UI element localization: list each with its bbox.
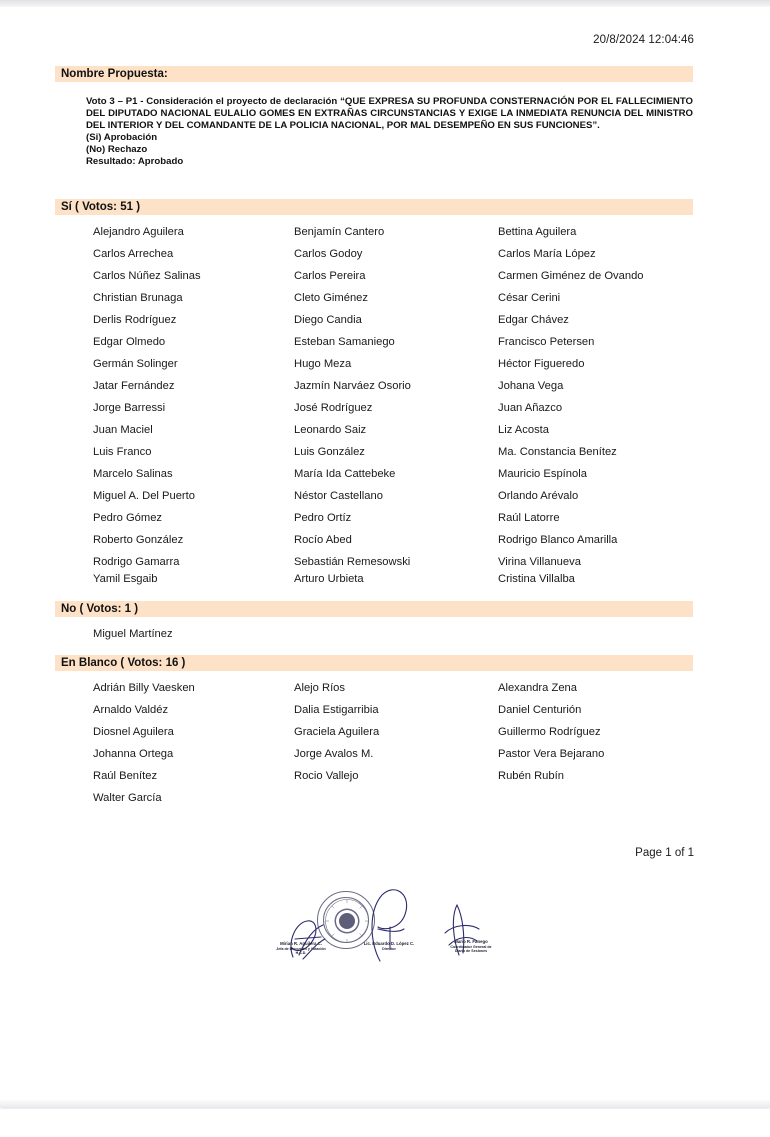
signature-role-1: Jefa de Discusión y Votación: [276, 946, 326, 951]
voter-name: Bettina Aguilera: [498, 226, 577, 238]
voter-name: Alejo Ríos: [294, 682, 345, 694]
voter-name: Edgar Olmedo: [93, 336, 166, 348]
voter-name: Alexandra Zena: [498, 682, 577, 694]
voter-name: Miguel Martínez: [93, 628, 173, 640]
voter-name: Dalia Estigarribia: [294, 704, 379, 716]
proposal-result: Resultado: Aprobado: [86, 156, 184, 168]
voter-name: Germán Solinger: [93, 358, 178, 370]
section-band-no: [55, 601, 693, 617]
voter-name: Derlis Rodríguez: [93, 314, 177, 326]
voter-name: Ma. Constancia Benítez: [498, 446, 617, 458]
voter-name: Héctor Figueredo: [498, 358, 585, 370]
voter-name: Walter García: [93, 792, 162, 804]
voter-name: Benjamín Cantero: [294, 226, 385, 238]
signature-role-3: Coordinador General de: [450, 944, 492, 949]
proposal-main-text: Voto 3 – P1 - Consideración el proyecto de declaración “QUE EXPRESA SU PROFUNDA CONSTERNACIÓN POR EL FALLECIMIENTO DEL DIPUTADO NACIONAL EULALIO GOMES EN EXTRAÑAS CIRCUNSTANCIAS Y EXIGE LA INMEDIATA RENUNCIA DEL MINISTRO DEL INTERIOR Y DEL COMANDANTE DE LA POLICIA NACIONAL, POR MAL DESEMPEÑO EN SUS FUNCIONES”.: [86, 96, 693, 132]
voter-name: Pedro Gómez: [93, 512, 163, 524]
voter-name: Juan Maciel: [93, 424, 153, 436]
voter-name: Juan Añazco: [498, 402, 563, 414]
voter-name: Johana Vega: [498, 380, 564, 392]
voter-name: Néstor Castellano: [294, 490, 383, 502]
voter-name: Daniel Centurión: [498, 704, 582, 716]
signature-name-1: Mirian R. Aguilera C.: [280, 941, 322, 946]
proposal-option-no: (No) Rechazo: [86, 144, 148, 156]
voter-name: Luis Franco: [93, 446, 152, 458]
voter-name: José Rodríguez: [294, 402, 373, 414]
viewer-top-edge: [0, 0, 770, 7]
voter-name: Orlando Arévalo: [498, 490, 579, 502]
proposal-text-block: [86, 96, 693, 169]
voter-name: Guillermo Rodríguez: [498, 726, 601, 738]
signature-name-3: Mario R. Fanego: [454, 939, 488, 944]
signature-caption-1: [255, 942, 347, 956]
voter-name: Liz Acosta: [498, 424, 549, 436]
voter-name: Sebastián Remesowski: [294, 556, 411, 568]
voter-name: Virina Villanueva: [498, 556, 581, 568]
section-band-nombre-propuesta: [55, 66, 693, 82]
section-band-en-blanco: [55, 655, 693, 671]
voter-name: Francisco Petersen: [498, 336, 595, 348]
voter-name: Alejandro Aguilera: [93, 226, 184, 238]
voter-name: Jorge Avalos M.: [294, 748, 374, 760]
voter-name: Jatar Fernández: [93, 380, 175, 392]
voter-name: Esteban Samaniego: [294, 336, 395, 348]
voter-name: Marcelo Salinas: [93, 468, 173, 480]
voter-name: Carlos Núñez Salinas: [93, 270, 201, 282]
voter-name: Carlos Godoy: [294, 248, 363, 260]
voter-name: Leonardo Saiz: [294, 424, 367, 436]
voter-name: Arnaldo Valdéz: [93, 704, 169, 716]
voter-name: Hugo Meza: [294, 358, 352, 370]
band-label-nombre-propuesta: Nombre Propuesta:: [61, 68, 168, 80]
voter-name: Pedro Ortíz: [294, 512, 352, 524]
voter-name: Jazmín Narváez Osorio: [294, 380, 411, 392]
voter-name: Cleto Giménez: [294, 292, 368, 304]
voter-name: Raúl Benítez: [93, 770, 158, 782]
band-label-en-blanco: En Blanco ( Votos: 16 ): [61, 657, 186, 669]
voter-name: Edgar Chávez: [498, 314, 569, 326]
voter-name: Luis González: [294, 446, 365, 458]
voter-name: Carlos María López: [498, 248, 596, 260]
voter-name: Johanna Ortega: [93, 748, 174, 760]
voter-name: Carlos Pereira: [294, 270, 366, 282]
voter-name: Graciela Aguilera: [294, 726, 380, 738]
signature-role-2: Director: [382, 946, 396, 951]
voter-name: Rocio Vallejo: [294, 770, 359, 782]
next-page-top: [0, 1108, 770, 1137]
voter-name: Raúl Latorre: [498, 512, 560, 524]
signature-name-2: Lic. Eduardo D. López C.: [363, 941, 415, 946]
proposal-option-yes: (Si) Aprobación: [86, 132, 158, 144]
voter-name: Mauricio Espínola: [498, 468, 587, 480]
voter-name: Roberto González: [93, 534, 184, 546]
voter-name: Carlos Arrechea: [93, 248, 174, 260]
signature-org-3: Diario de Sesiones: [454, 949, 488, 954]
voter-name: César Cerini: [498, 292, 561, 304]
voter-name: Diosnel Aguilera: [93, 726, 174, 738]
voter-name: Rocío Abed: [294, 534, 352, 546]
signature-org-1: H.C.D.: [295, 951, 307, 956]
voter-name: María Ida Cattebeke: [294, 468, 396, 480]
page-number: Page 1 of 1: [635, 847, 694, 859]
voter-name: Cristina Villalba: [498, 572, 575, 585]
document-page: [0, 7, 770, 1105]
page-separator: [0, 1100, 770, 1108]
voter-name: Diego Candia: [294, 314, 362, 326]
voter-name: Yamil Esgaib: [93, 572, 158, 585]
voter-name: Jorge Barressi: [93, 402, 166, 414]
signature-mark-2: [360, 887, 418, 963]
signature-block: [255, 885, 535, 980]
voter-name: Pastor Vera Bejarano: [498, 748, 605, 760]
voter-name: Miguel A. Del Puerto: [93, 490, 195, 502]
voter-name: Christian Brunaga: [93, 292, 183, 304]
section-band-si: [55, 199, 693, 215]
voter-name: Adrián Billy Vaesken: [93, 682, 195, 694]
voter-name: Rodrigo Gamarra: [93, 556, 180, 568]
voter-name: Rodrigo Blanco Amarilla: [498, 534, 618, 546]
band-label-no: No ( Votos: 1 ): [61, 603, 139, 615]
voter-name: Arturo Urbieta: [294, 572, 364, 585]
voter-name: Carmen Giménez de Ovando: [498, 270, 644, 282]
signature-caption-3: [423, 940, 519, 954]
voter-name: Rubén Rubín: [498, 770, 564, 782]
signature-caption-2: [343, 942, 435, 951]
band-label-si: Sí ( Votos: 51 ): [61, 201, 141, 213]
signature-mark-1: [283, 913, 345, 965]
document-timestamp: 20/8/2024 12:04:46: [593, 34, 694, 46]
